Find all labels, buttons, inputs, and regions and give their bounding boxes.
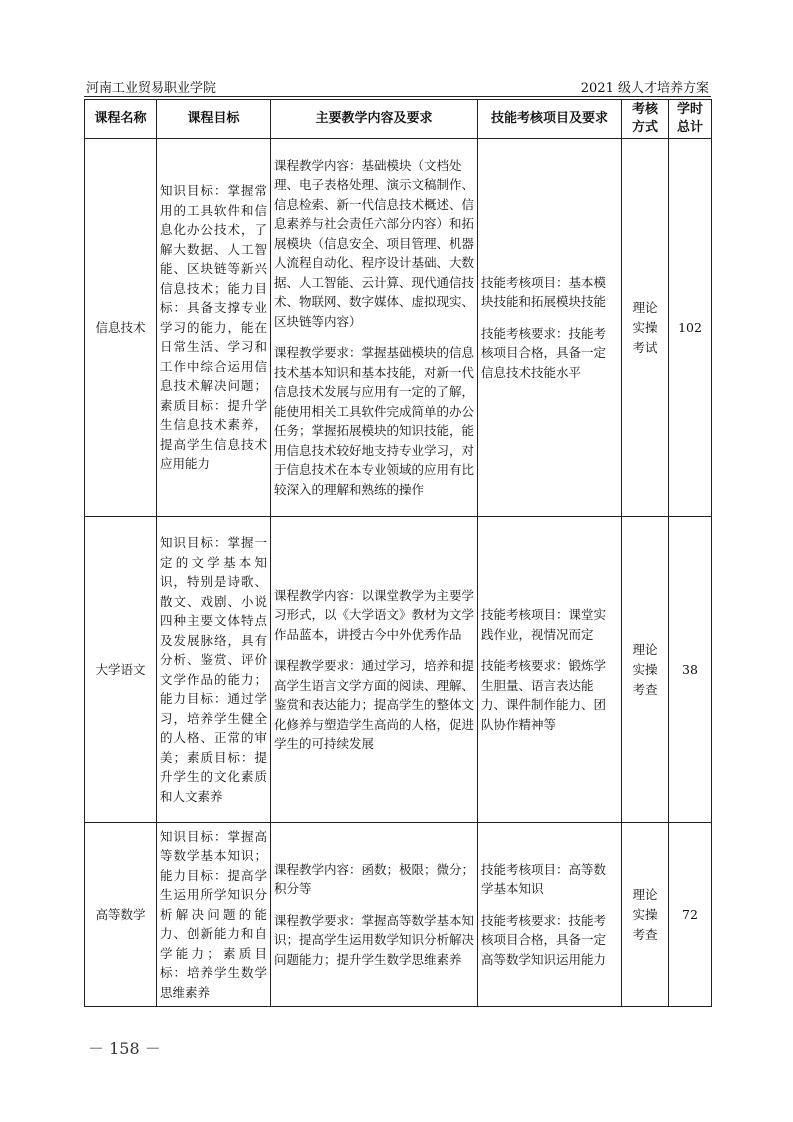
table-row	[85, 823, 712, 1007]
method-line: 理论	[632, 299, 658, 315]
course-content-cell	[271, 823, 478, 1007]
total-hours: 72	[669, 823, 712, 1007]
col-header-hours-line2: 总计	[676, 120, 703, 135]
header-school-name: 河南工业贸易职业学院	[86, 81, 217, 96]
course-table	[84, 99, 712, 1007]
course-content-cell	[271, 517, 478, 823]
skill-cell	[478, 139, 622, 517]
course-goal: 知识目标：掌握一定的文学基本知识，特别是诗歌、散文、戏剧、小说四种主要文体特点及发展脉络，具有分析、鉴赏、评价文学作品的能力；能力目标：通过学习，培养学生健全的人格、正常的审美；素质目标：提升学生的文化素质和人文素养	[157, 517, 271, 823]
skill-cell	[478, 517, 622, 823]
page-number: － 158 －	[88, 1039, 161, 1058]
course-content: 课程教学内容：函数；极限；微分；积分等	[274, 861, 475, 897]
skill-items: 技能考核项目：基本模块技能和拓展模块技能	[481, 274, 607, 310]
method-line: 实操	[632, 661, 658, 677]
course-name: 高等数学	[85, 823, 157, 1007]
col-header-name: 课程名称	[85, 100, 157, 139]
col-header-goal: 课程目标	[157, 100, 271, 139]
skill-requirement: 技能考核要求：锻炼学生胆量、语言表达能力、课件制作能力、团队协作精神等	[481, 658, 607, 732]
assessment-method	[622, 139, 669, 517]
skill-requirement: 技能考核要求：技能考核项目合格，具备一定信息技术技能水平	[481, 325, 607, 380]
col-header-hours-line1: 学时	[676, 102, 703, 117]
skill-items: 技能考核项目：课堂实践作业，视情况而定	[481, 607, 607, 642]
course-requirement: 课程教学要求：掌握高等数学基本知识；提高学生运用数学知识分析解决问题能力；提升学生数学思维素养	[274, 912, 475, 967]
skill-cell	[478, 823, 622, 1007]
assessment-method	[622, 517, 669, 823]
skill-requirement: 技能考核要求：技能考核项目合格，具备一定高等数学知识运用能力	[481, 912, 607, 967]
col-header-method-line2: 方式	[631, 120, 658, 135]
course-requirement: 课程教学要求：通过学习，培养和提高学生语言文学方面的阅读、理解、鉴赏和表达能力；提高学生的整体文化修养与塑造学生高尚的人格，促进学生的可持续发展	[274, 658, 475, 751]
header-plan-title: 2021 级人才培养方案	[580, 81, 709, 96]
page-header	[84, 74, 711, 97]
col-header-method	[622, 100, 669, 139]
course-name: 大学语文	[85, 517, 157, 823]
course-requirement: 课程教学要求：掌握基础模块的信息技术基本知识和基本技能，对新一代信息技术发展与应用有一定的了解，能使用相关工具软件完成简单的办公任务；掌握拓展模块的知识技能，能用信息技术较好地支持专业学习，对于信息技术在本专业领域的应用有比较深入的理解和熟练的操作	[274, 345, 475, 497]
col-header-skill: 技能考核项目及要求	[478, 100, 622, 139]
method-line: 理论	[632, 641, 658, 657]
course-goal: 知识目标：掌握常用的工具软件和信息化办公技术，了解大数据、人工智能、区块链等新兴信息技术；能力目标：具备支撑专业学习的能力，能在日常生活、学习和工作中综合运用信息技术解决问题；素质目标：提升学生信息技术素养，提高学生信息技术应用能力	[157, 139, 271, 517]
method-line: 考查	[632, 926, 658, 942]
course-content: 课程教学内容：以课堂教学为主要学习形式，以《大学语文》教材为文学作品蓝本，讲授古今中外优秀作品	[274, 587, 475, 642]
method-line: 实操	[632, 319, 658, 335]
skill-items: 技能考核项目：高等数学基本知识	[481, 861, 607, 897]
course-content: 课程教学内容：基础模块（文档处理、电子表格处理、演示文稿制作、信息检索、新一代信息技术概述、信息素养与社会责任六部分内容）和拓展模块（信息安全、项目管理、机器人流程自动化、程序设计基础、大数据、人工智能、云计算、现代通信技术、物联网、数字媒体、虚拟现实、区块链等内容）	[274, 157, 475, 329]
assessment-method	[622, 823, 669, 1007]
table-row	[85, 517, 712, 823]
col-header-content: 主要教学内容及要求	[271, 100, 478, 139]
method-line: 考试	[632, 339, 658, 355]
total-hours: 38	[669, 517, 712, 823]
col-header-method-line1: 考核	[631, 102, 658, 117]
method-line: 理论	[632, 886, 658, 902]
table-header-row	[85, 100, 712, 139]
course-content-cell	[271, 139, 478, 517]
course-name: 信息技术	[85, 139, 157, 517]
course-goal: 知识目标：掌握高等数学基本知识；能力目标：提高学生运用所学知识分析解决问题的能力、创新能力和自学能力；素质目标：培养学生数学思维素养	[157, 823, 271, 1007]
total-hours: 102	[669, 139, 712, 517]
method-line: 考查	[632, 681, 658, 697]
method-line: 实操	[632, 906, 658, 922]
table-row	[85, 139, 712, 517]
col-header-hours	[669, 100, 712, 139]
